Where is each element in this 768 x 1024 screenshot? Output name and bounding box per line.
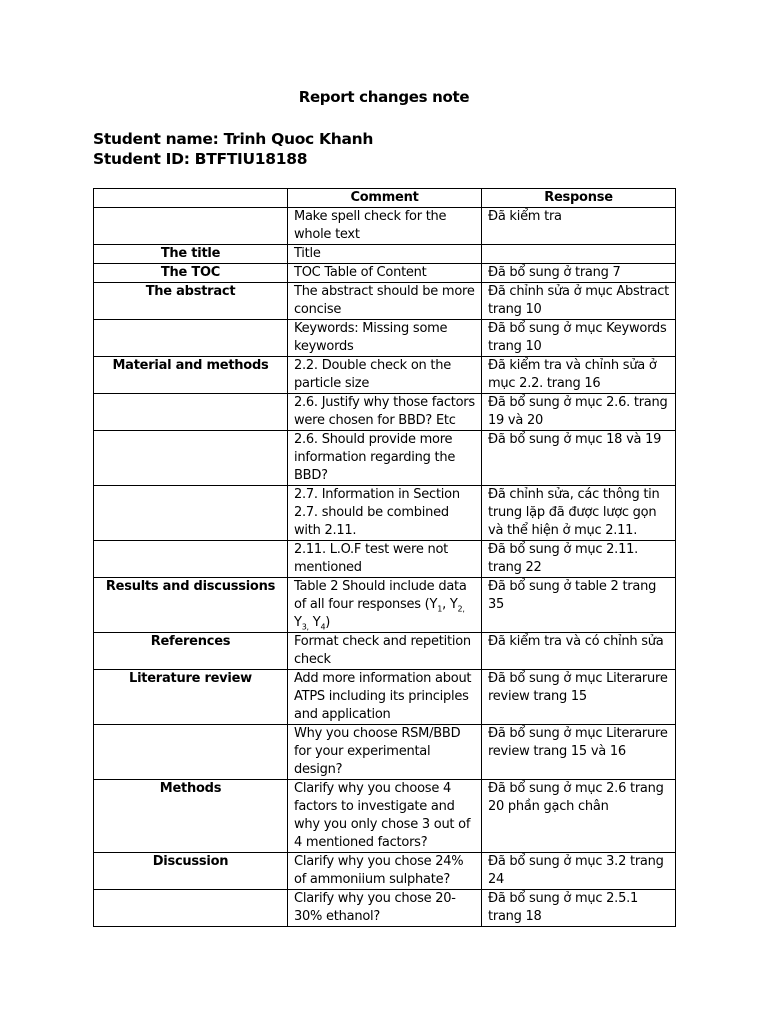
section-cell [94, 890, 288, 927]
response-symbol-y2: Y [449, 597, 458, 612]
comment-cell: Add more information about ATPS including its principles and application [288, 670, 482, 725]
header-comment: Comment [288, 189, 482, 208]
table-row [94, 245, 676, 264]
comment-cell: TOC Table of Content [288, 264, 482, 283]
subscript-1: 1 [437, 604, 443, 614]
response-cell: Đã chỉnh sửa ở mục Abstract trang 10 [482, 283, 676, 320]
table-row [94, 633, 676, 670]
comment-cell: The abstract should be more concise [288, 283, 482, 320]
section-cell: The TOC [94, 264, 288, 283]
table-header-row [94, 189, 676, 208]
response-cell: Đã bổ sung ở mục Keywords trang 10 [482, 320, 676, 357]
table-row [94, 725, 676, 780]
response-cell: Đã bổ sung ở mục 2.6. trang 19 và 20 [482, 394, 676, 431]
separator: , [442, 597, 450, 612]
table-row [94, 780, 676, 853]
response-cell: Đã bổ sung ở mục Literarure review trang 15 [482, 670, 676, 725]
comment-cell: 2.7. Information in Section 2.7. should be combined with 2.11. [288, 486, 482, 541]
comment-cell: 2.11. L.O.F test were not mentioned [288, 541, 482, 578]
comment-text: Table 2 Should include data of all four responses ( [294, 579, 467, 612]
comment-cell: Make spell check for the whole text [288, 208, 482, 245]
student-id: Student ID: BTFTIU18188 [93, 150, 308, 168]
section-cell [94, 541, 288, 578]
response-cell: Đã bổ sung ở mục Literarure review trang 15 và 16 [482, 725, 676, 780]
response-cell: Đã bổ sung ở table 2 trang 35 [482, 578, 676, 633]
table-row [94, 357, 676, 394]
response-cell: Đã bổ sung ở mục 18 và 19 [482, 431, 676, 486]
subscript-4: 4 [320, 622, 326, 632]
section-cell: Results and discussions [94, 578, 288, 633]
comment-cell: Clarify why you chose 24% of ammoniium sulphate? [288, 853, 482, 890]
section-cell: The title [94, 245, 288, 264]
comment-cell: 2.6. Should provide more information regarding the BBD? [288, 431, 482, 486]
closing-paren: ) [325, 615, 331, 630]
subscript-2: 2, [457, 604, 465, 614]
section-cell [94, 394, 288, 431]
response-symbol-y1: Y [429, 597, 438, 612]
response-cell: Đã kiểm tra và có chỉnh sửa [482, 633, 676, 670]
comment-cell: Keywords: Missing some keywords [288, 320, 482, 357]
table-row [94, 541, 676, 578]
response-cell: Đã kiểm tra và chỉnh sửa ở mục 2.2. trang 16 [482, 357, 676, 394]
table-row [94, 578, 676, 633]
response-cell: Đã kiểm tra [482, 208, 676, 245]
section-cell: Discussion [94, 853, 288, 890]
header-response: Response [482, 189, 676, 208]
table-row [94, 853, 676, 890]
comment-cell: 2.6. Justify why those factors were chosen for BBD? Etc [288, 394, 482, 431]
response-cell [482, 245, 676, 264]
section-cell: Material and methods [94, 357, 288, 394]
response-symbol-y4: Y [312, 615, 321, 630]
table-row [94, 670, 676, 725]
table-row [94, 264, 676, 283]
document-title: Report changes note [298, 88, 470, 106]
comment-cell: Format check and repetition check [288, 633, 482, 670]
response-symbol-y3: Y [294, 615, 302, 630]
header-section [94, 189, 288, 208]
section-cell [94, 486, 288, 541]
comment-cell [288, 578, 482, 633]
section-cell: Methods [94, 780, 288, 853]
subscript-3: 3, [301, 622, 309, 632]
section-cell: Literature review [94, 670, 288, 725]
comment-cell: 2.2. Double check on the particle size [288, 357, 482, 394]
response-cell: Đã bổ sung ở mục 2.11. trang 22 [482, 541, 676, 578]
table-row [94, 486, 676, 541]
comment-cell: Clarify why you choose 4 factors to investigate and why you only chose 3 out of 4 mentioned factors? [288, 780, 482, 853]
table-row [94, 208, 676, 245]
response-cell: Đã bổ sung ở mục 3.2 trang 24 [482, 853, 676, 890]
response-cell: Đã bổ sung ở mục 2.5.1 trang 18 [482, 890, 676, 927]
student-name: Student name: Trinh Quoc Khanh [93, 130, 374, 148]
section-cell: The abstract [94, 283, 288, 320]
comment-cell: Title [288, 245, 482, 264]
section-cell [94, 431, 288, 486]
section-cell [94, 208, 288, 245]
changes-table [93, 188, 676, 927]
table-row [94, 283, 676, 320]
response-cell: Đã bổ sung ở mục 2.6 trang 20 phần gạch chân [482, 780, 676, 853]
table-row [94, 890, 676, 927]
table-row [94, 320, 676, 357]
table-row [94, 394, 676, 431]
response-cell: Đã bổ sung ở trang 7 [482, 264, 676, 283]
section-cell [94, 725, 288, 780]
section-cell: References [94, 633, 288, 670]
table-row [94, 431, 676, 486]
section-cell [94, 320, 288, 357]
comment-cell: Why you choose RSM/BBD for your experimental design? [288, 725, 482, 780]
response-cell: Đã chỉnh sửa, các thông tin trung lặp đã được lược gọn và thể hiện ở mục 2.11. [482, 486, 676, 541]
comment-cell: Clarify why you chose 20-30% ethanol? [288, 890, 482, 927]
